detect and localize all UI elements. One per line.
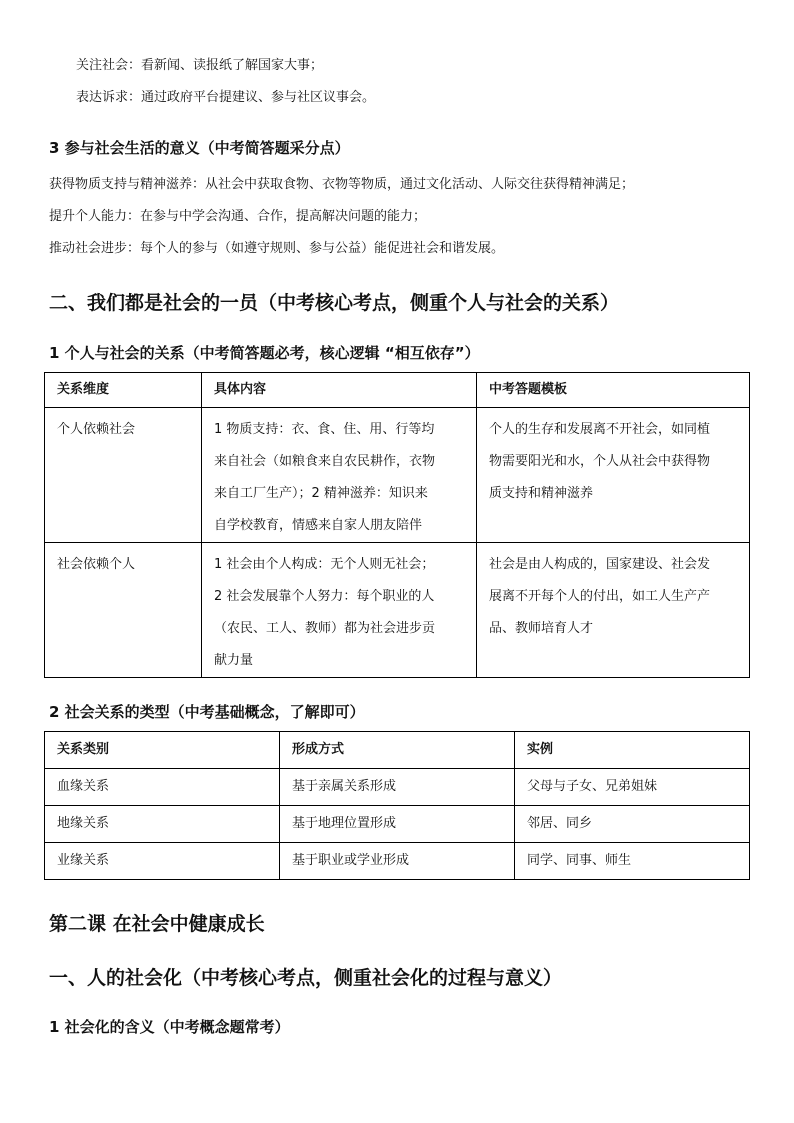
table-cell: 基于亲属关系形成 [280,769,515,806]
relation-table [44,372,750,678]
table-cell: 同学、同事、师生 [515,843,750,880]
table-row [45,408,750,543]
table-cell [202,543,477,678]
lesson-title: 第二课 在社会中健康成长 [49,913,265,935]
intro-line: 表达诉求：通过政府平台提建议、参与社区议事会。 [76,90,376,105]
cell-line: 个人的生存和发展离不开社会，如同植 [489,422,711,437]
table-header-cell: 关系类别 [45,732,280,769]
table-cell: 个人依赖社会 [45,408,202,543]
table-cell [477,543,750,678]
table-cell: 血缘关系 [45,769,280,806]
cell-line: （农民、工人、教师）都为社会进步贡 [214,621,436,636]
cell-line: 1 物质支持：衣、食、住、用、行等均 [214,422,435,437]
sub-heading: 1 社会化的含义（中考概念题常考） [49,1018,290,1036]
cell-line: 2 社会发展靠个人努力：每个职业的人 [214,589,435,604]
table-header-cell: 实例 [515,732,750,769]
table-row [45,806,750,843]
table-header-cell: 具体内容 [202,373,477,408]
paragraph-line: 提升个人能力：在参与中学会沟通、合作，提高解决问题的能力； [49,209,427,224]
sub-heading: 1 个人与社会的关系（中考简答题必考，核心逻辑 “相互依存”） [49,344,480,362]
table-row [45,543,750,678]
relation-type-table [44,731,750,880]
sub-heading: 2 社会关系的类型（中考基础概念，了解即可） [49,703,365,721]
table-cell [477,408,750,543]
table-row [45,769,750,806]
paragraph-line: 推动社会进步：每个人的参与（如遵守规则、参与公益）能促进社会和谐发展。 [49,241,505,256]
cell-line: 展离不开每个人的付出，如工人生产产 [489,589,711,604]
cell-line: 来自社会（如粮食来自农民耕作，衣物 [214,454,436,469]
table-cell: 地缘关系 [45,806,280,843]
table-cell: 基于职业或学业形成 [280,843,515,880]
table-row [45,843,750,880]
table-header-cell: 形成方式 [280,732,515,769]
intro-line: 关注社会：看新闻、读报纸了解国家大事； [76,58,324,73]
table-header-row [45,732,750,769]
cell-line: 自学校教育，情感来自家人朋友陪伴 [214,518,423,533]
cell-line: 品、教师培育人才 [489,621,594,636]
cell-line: 社会是由人构成的，国家建设、社会发 [489,557,711,572]
table-cell [202,408,477,543]
cell-line: 质支持和精神滋养 [489,486,594,501]
cell-line: 物需要阳光和水，个人从社会中获得物 [489,454,711,469]
table-cell: 邻居、同乡 [515,806,750,843]
cell-line: 1 社会由个人构成：无个人则无社会； [214,557,435,572]
paragraph-line: 获得物质支持与精神滋养：从社会中获取食物、衣物等物质，通过文化活动、人际交往获得精神满足； [49,177,635,192]
chapter-heading: 一、人的社会化（中考核心考点，侧重社会化的过程与意义） [49,967,563,989]
cell-line: 来自工厂生产）；2 精神滋养：知识来 [214,486,428,501]
cell-line: 献力量 [214,653,254,668]
table-cell: 父母与子女、兄弟姐妹 [515,769,750,806]
table-cell: 基于地理位置形成 [280,806,515,843]
table-header-row [45,373,750,408]
table-header-cell: 关系维度 [45,373,202,408]
chapter-heading: 二、我们都是社会的一员（中考核心考点，侧重个人与社会的关系） [49,292,620,314]
table-cell: 业缘关系 [45,843,280,880]
section-heading: 3 参与社会生活的意义（中考简答题采分点） [49,139,350,157]
table-cell: 社会依赖个人 [45,543,202,678]
table-header-cell: 中考答题模板 [477,373,750,408]
